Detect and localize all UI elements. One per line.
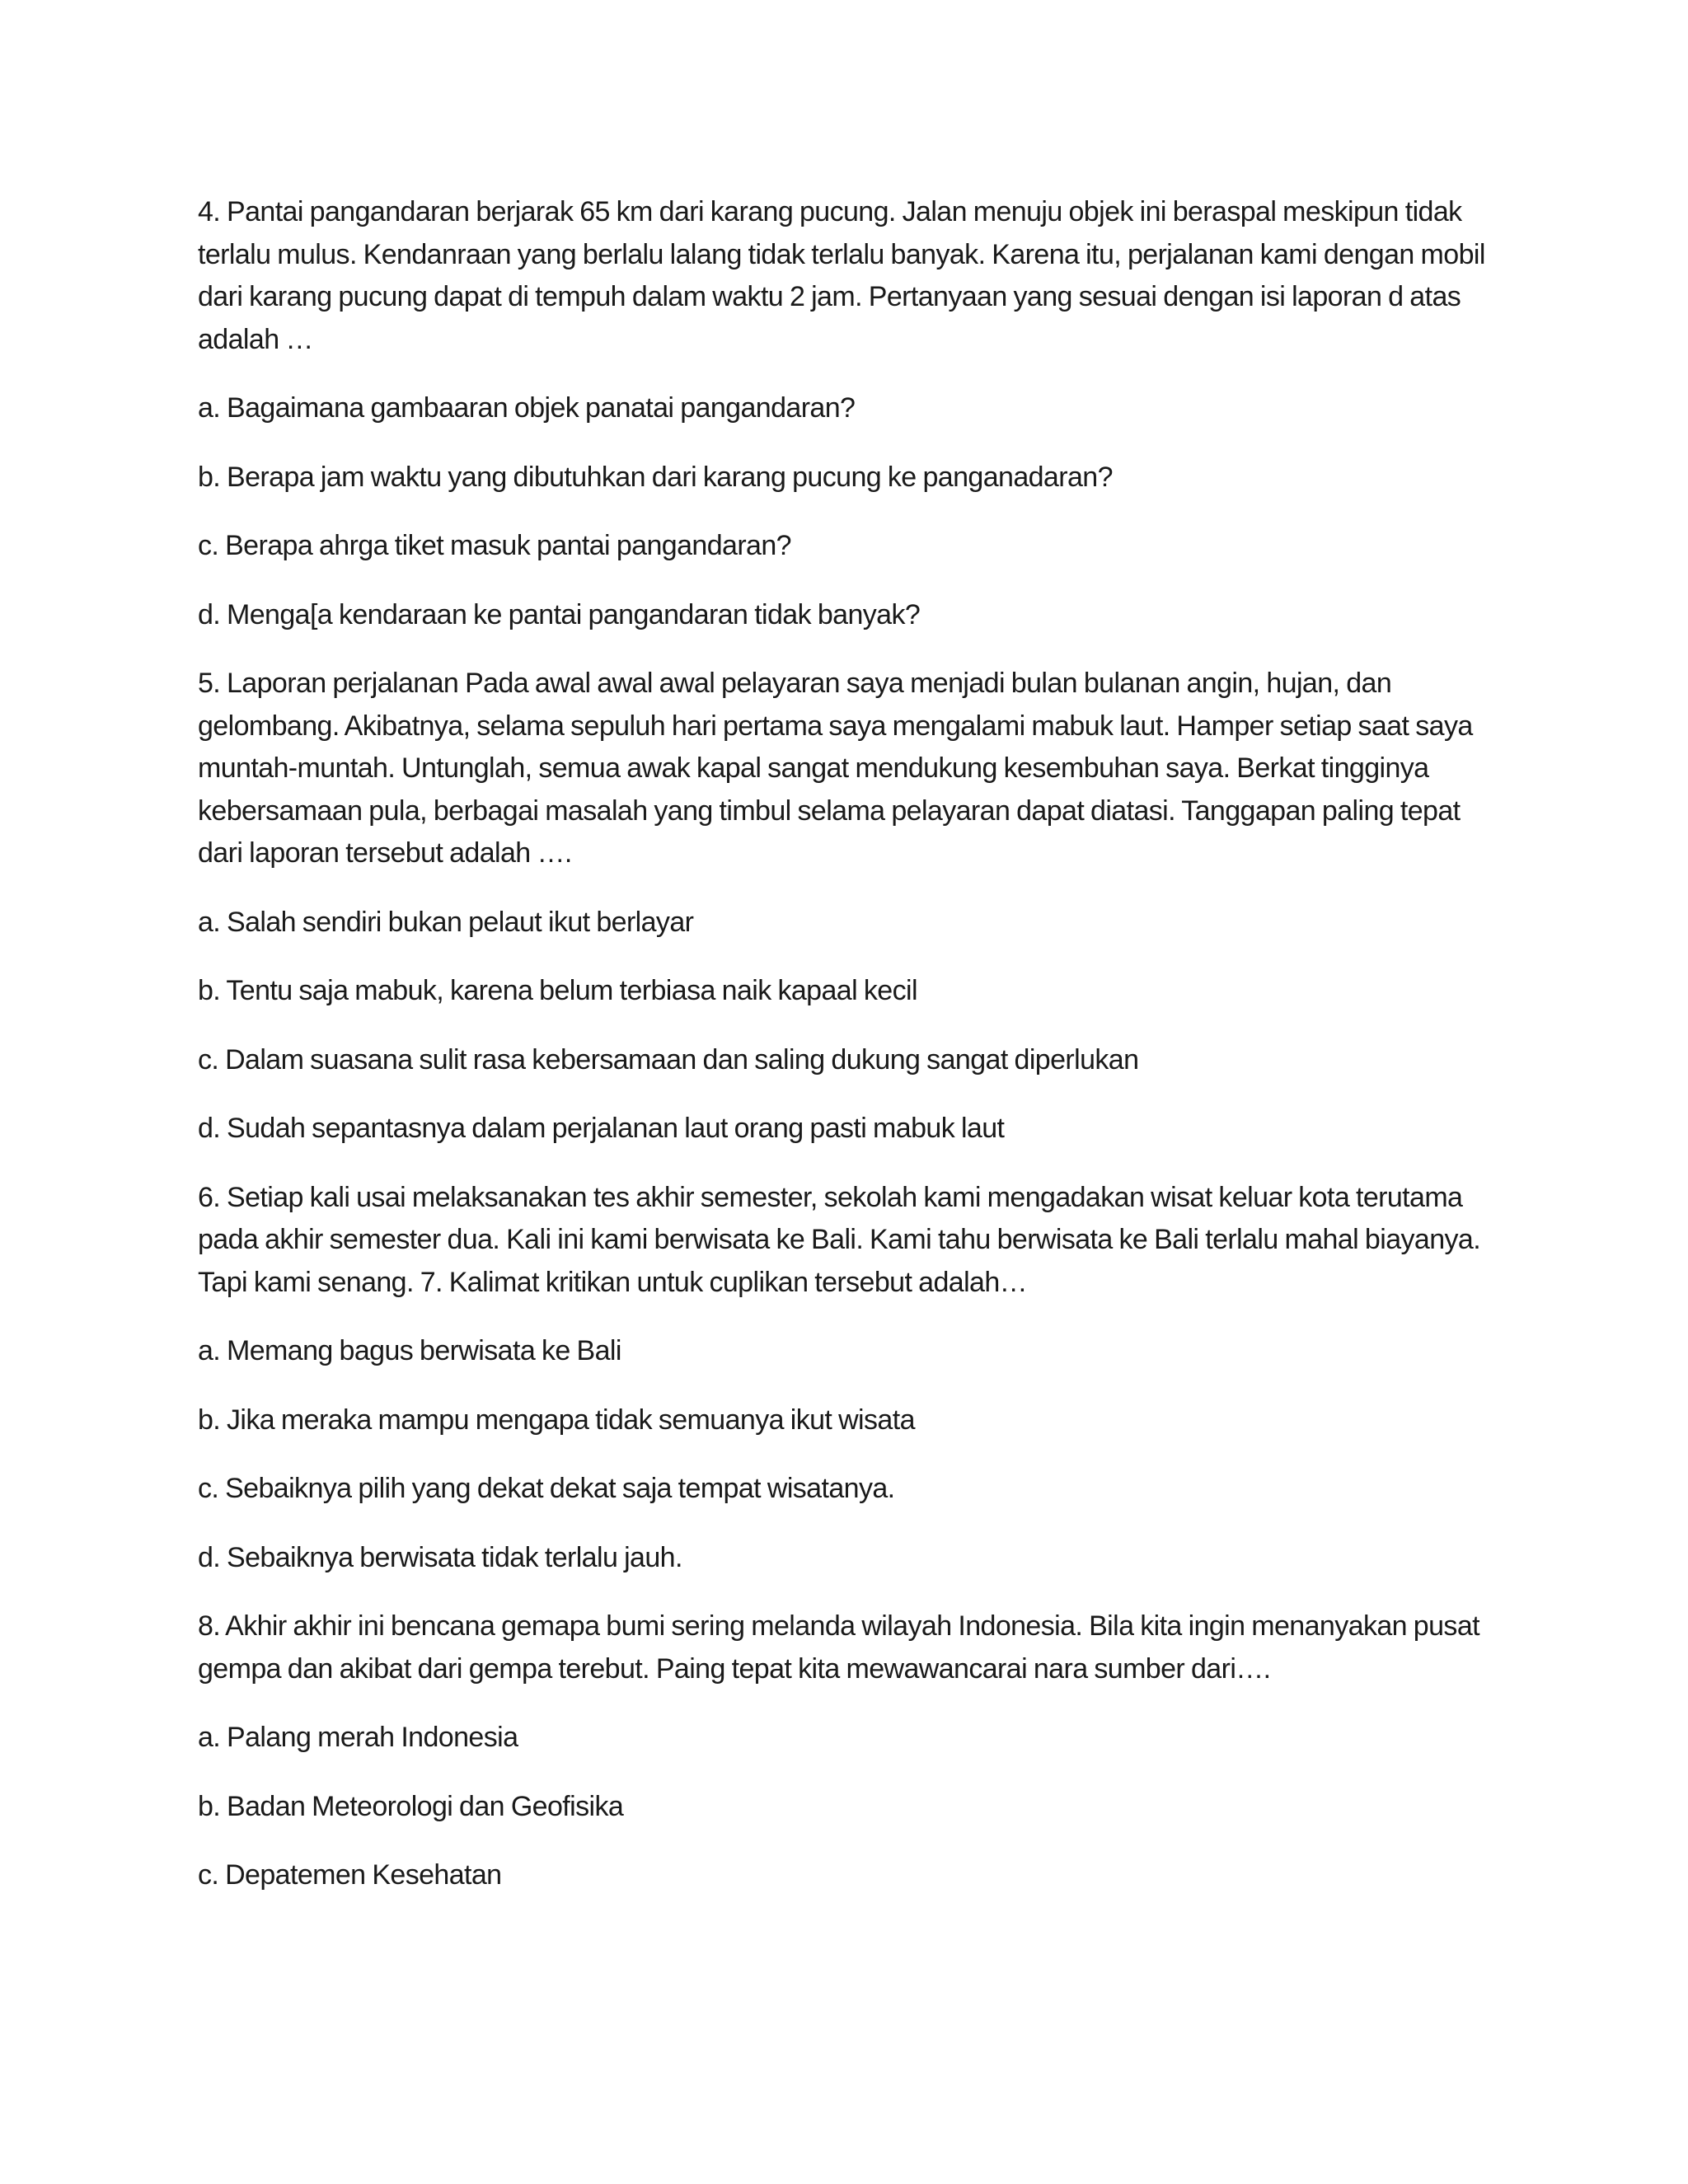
question-6-option-c: c. Sebaiknya pilih yang dekat dekat saja tempat wisatanya. [198,1473,895,1504]
question-4-option-d: d. Menga[a kendaraan ke pantai pangandaran tidak banyak? [198,598,921,630]
question-5-text: 5. Laporan perjalanan Pada awal awal awal pelayaran saya menjadi bulan bulanan angin, hujan, dan gelombang. Akibatnya, selama sepuluh hari pertama saya mengalami mabuk laut. Hamper setiap saat saya muntah-muntah. Untunglah, semua awak kapal sangat mendukung kesembuhan saya. Berkat tingginya kebersamaan pula, berbagai masalah yang timbul selama pelayaran dapat diatasi. Tanggapan paling tepat dari laporan tersebut adalah …. [198,668,1473,869]
question-5-option-b: b. Tentu saja mabuk, karena belum terbiasa naik kapaal kecil [198,975,917,1006]
question-5-option-c: c. Dalam suasana sulit rasa kebersamaan dan saling dukung sangat diperlukan [198,1043,1139,1076]
question-4-text: 4. Pantai pangandaran berjarak 65 km dari karang pucung. Jalan menuju objek ini beraspal meskipun tidak terlalu mulus. Kendanraan yang berlalu lalang tidak terlalu banyak. Karena itu, perjalanan kami dengan mobil dari karang pucung dapat di tempuh dalam waktu 2 jam. Pertanyaan yang sesuai dengan isi laporan d atas adalah … [198,196,1485,355]
question-6-option-d: d. Sebaiknya berwisata tidak terlalu jauh. [198,1541,682,1573]
question-8-option-c: c. Depatemen Kesehatan [198,1859,502,1891]
question-8-option-a: a. Palang merah Indonesia [198,1722,518,1753]
question-6-option-a: a. Memang bagus berwisata ke Bali [198,1335,621,1366]
question-6-option-b: b. Jika meraka mampu mengapa tidak semuanya ikut wisata [198,1404,915,1436]
question-4-option-a: a. Bagaimana gambaaran objek panatai pangandaran? [198,392,856,424]
question-4-option-c: c. Berapa ahrga tiket masuk pantai pangandaran? [198,530,791,561]
question-list [198,191,1500,1924]
question-8-option-b: b. Badan Meteorologi dan Geofisika [198,1790,624,1822]
question-4-option-b: b. Berapa jam waktu yang dibutuhkan dari karang pucung ke panganadaran? [198,461,1113,493]
question-6-text: 6. Setiap kali usai melaksanakan tes akhir semester, sekolah kami mengadakan wisat keluar kota terutama pada akhir semester dua. Kali ini kami berwisata ke Bali. Kami tahu berwisata ke Bali terlalu mahal biayanya. Tapi kami senang. 7. Kalimat kritikan untuk cuplikan tersebut adalah… [198,1181,1481,1298]
question-5-option-a: a. Salah sendiri bukan pelaut ikut berlayar [198,906,694,938]
question-5-option-d: d. Sudah sepantasnya dalam perjalanan laut orang pasti mabuk laut [198,1113,1005,1144]
question-8-text: 8. Akhir akhir ini bencana gemapa bumi sering melanda wilayah Indonesia. Bila kita ingin menanyakan pusat gempa dan akibat dari gempa terebut. Paing tepat kita mewawancarai nara sumber dari…. [198,1610,1479,1685]
